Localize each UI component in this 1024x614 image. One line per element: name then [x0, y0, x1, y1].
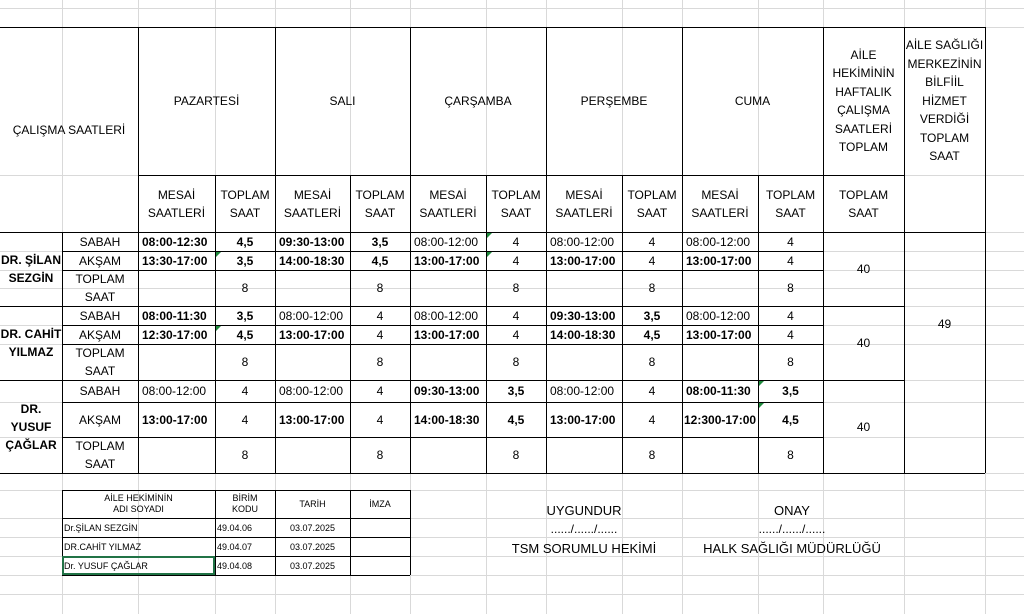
- sign-header-date[interactable]: TARİH: [299, 498, 326, 509]
- d3-total-prs[interactable]: 8: [648, 448, 656, 462]
- d3-aksam-prs-time[interactable]: 13:00-17:00: [550, 412, 616, 427]
- sign-header-imza[interactable]: İMZA: [369, 498, 391, 509]
- sign-row2-imza[interactable]: [350, 537, 410, 556]
- d2-aksam-cuma-hours[interactable]: 4: [787, 327, 794, 342]
- d3-total-cuma[interactable]: 8: [787, 448, 794, 462]
- d3-aksam-sali-hours[interactable]: 4: [376, 412, 384, 427]
- d2-aksam-cuma-time[interactable]: 13:00-17:00: [686, 327, 752, 342]
- sign-row1-imza[interactable]: [350, 518, 410, 537]
- uygundur-title[interactable]: TSM SORUMLU HEKİMİ: [511, 540, 657, 556]
- d1-aksam-crs-hours[interactable]: 4: [512, 253, 520, 268]
- sign-row3-name[interactable]: Dr. YUSUF ÇAĞLAR: [62, 556, 215, 575]
- doctor-name-2[interactable]: DR. CAHİT YILMAZ: [0, 327, 62, 359]
- d3-sabah-prs-time[interactable]: 08:00-12:00: [550, 384, 615, 398]
- doctor-name-3[interactable]: DR. YUSUF ÇAĞLAR: [5, 401, 57, 452]
- d3-sabah-cuma-hours[interactable]: 3,5: [782, 384, 799, 398]
- day-header-persembe[interactable]: PERŞEMBE: [580, 94, 648, 108]
- d3-weekly-total[interactable]: 40: [856, 419, 871, 434]
- d1-sabah-cuma-time[interactable]: 08:00-12:00: [686, 234, 751, 249]
- d2-sabah-pzt-hours[interactable]: 3,5: [236, 308, 254, 323]
- shift-label-aksam-2[interactable]: AKŞAM: [78, 327, 121, 342]
- d1-aksam-sali-time[interactable]: 14:00-18:30: [279, 253, 345, 268]
- uygundur-date[interactable]: ....../....../......: [550, 522, 618, 536]
- d1-aksam-pzt-hours[interactable]: 3,5: [236, 253, 254, 268]
- d3-aksam-crs-hours[interactable]: 4,5: [507, 412, 525, 427]
- persembe-mesai-header[interactable]: MESAİ SAATLERİ: [555, 187, 613, 220]
- d2-sabah-cuma-time[interactable]: 08:00-12:00: [686, 308, 751, 323]
- d2-sabah-crs-time[interactable]: 08:00-12:00: [414, 308, 479, 323]
- d3-aksam-cuma-hours[interactable]: 4,5: [782, 412, 799, 427]
- d3-aksam-prs-hours[interactable]: 4: [648, 412, 656, 427]
- d1-sabah-sali-time[interactable]: 09:30-13:00: [279, 234, 345, 249]
- day-header-sali[interactable]: SALI: [329, 94, 356, 108]
- d1-aksam-prs-time[interactable]: 13:00-17:00: [550, 253, 616, 268]
- d3-aksam-sali-time[interactable]: 13:00-17:00: [279, 412, 345, 427]
- shift-label-aksam-3[interactable]: AKŞAM: [78, 412, 121, 427]
- d2-aksam-pzt-hours[interactable]: 4,5: [236, 327, 254, 342]
- d2-aksam-crs-time[interactable]: 13:00-17:00: [414, 327, 480, 342]
- sign-row2-name[interactable]: DR.CAHİT YILMAZ: [64, 541, 142, 552]
- d3-total-sali[interactable]: 8: [376, 448, 384, 462]
- day-header-carsamba[interactable]: ÇARŞAMBA: [444, 94, 512, 108]
- sign-header-code[interactable]: BİRİM KODU: [231, 493, 258, 514]
- sign-row1-name[interactable]: Dr.ŞİLAN SEZGİN: [64, 522, 138, 533]
- d1-sabah-cuma-hours[interactable]: 4: [787, 234, 794, 249]
- merkez-header[interactable]: AİLE SAĞLIĞI MERKEZİNİN BİLFİİL HİZMET VERDİĞİ TOPLAM SAAT: [905, 38, 984, 164]
- calisma-saatleri-header[interactable]: ÇALIŞMA SAATLERİ: [12, 122, 126, 137]
- d1-aksam-cuma-time[interactable]: 13:00-17:00: [686, 253, 752, 268]
- d3-sabah-cuma-time[interactable]: 08:00-11:30: [686, 384, 751, 398]
- day-header-pazartesi[interactable]: PAZARTESİ: [173, 94, 240, 108]
- sign-row2-date[interactable]: 03.07.2025: [289, 541, 336, 552]
- cuma-toplam-header[interactable]: TOPLAM SAAT: [765, 187, 816, 220]
- d2-total-sali[interactable]: 8: [376, 355, 384, 369]
- d3-total-crs[interactable]: 8: [512, 448, 520, 462]
- d3-aksam-crs-time[interactable]: 14:00-18:30: [414, 412, 480, 427]
- d3-aksam-cuma-time[interactable]: 12:300-17:00: [684, 412, 757, 427]
- d3-aksam-pzt-time[interactable]: 13:00-17:00: [142, 412, 208, 427]
- d2-sabah-prs-hours[interactable]: 3,5: [643, 308, 661, 323]
- total-label-3[interactable]: TOPLAM SAAT: [75, 439, 125, 471]
- sali-mesai-header[interactable]: MESAİ SAATLERİ: [283, 187, 342, 220]
- haftalik-toplam-header[interactable]: TOPLAM SAAT: [838, 187, 889, 220]
- d3-sabah-crs-time[interactable]: 09:30-13:00: [414, 384, 480, 398]
- d2-total-crs[interactable]: 8: [512, 355, 520, 369]
- d2-sabah-crs-hours[interactable]: 4: [512, 308, 520, 323]
- d3-sabah-crs-hours[interactable]: 3,5: [507, 384, 525, 398]
- d2-aksam-crs-hours[interactable]: 4: [512, 327, 520, 342]
- d1-sabah-sali-hours[interactable]: 3,5: [371, 234, 389, 249]
- d2-aksam-prs-hours[interactable]: 4,5: [643, 327, 661, 342]
- onay-date[interactable]: ....../....../......: [758, 522, 826, 536]
- shift-label-sabah-2[interactable]: SABAH: [79, 308, 121, 323]
- d1-sabah-crs-hours[interactable]: 4: [512, 234, 520, 249]
- pazartesi-toplam-header[interactable]: TOPLAM SAAT: [220, 187, 270, 220]
- d1-aksam-sali-hours[interactable]: 4,5: [371, 253, 389, 268]
- onay-label[interactable]: ONAY: [774, 502, 810, 518]
- total-label-2[interactable]: TOPLAM SAAT: [75, 346, 125, 378]
- shift-label-aksam-1[interactable]: AKŞAM: [78, 253, 121, 268]
- d1-aksam-crs-time[interactable]: 13:00-17:00: [414, 253, 480, 268]
- persembe-toplam-header[interactable]: TOPLAM SAAT: [627, 187, 677, 220]
- total-label-1[interactable]: TOPLAM SAAT: [75, 272, 125, 304]
- uygundur-label[interactable]: UYGUNDUR: [546, 502, 622, 518]
- d2-sabah-prs-time[interactable]: 09:30-13:00: [550, 308, 616, 323]
- sign-row3-date[interactable]: 03.07.2025: [289, 560, 336, 571]
- d3-sabah-sali-hours[interactable]: 4: [376, 384, 384, 398]
- sign-row1-code[interactable]: 49.04.06: [217, 522, 253, 533]
- sign-header-name[interactable]: AİLE HEKİMİNİN ADI SOYADI: [104, 493, 173, 514]
- d3-sabah-prs-hours[interactable]: 4: [648, 384, 656, 398]
- day-header-cuma[interactable]: CUMA: [734, 94, 771, 108]
- carsamba-toplam-header[interactable]: TOPLAM SAAT: [491, 187, 541, 220]
- sign-row1-date[interactable]: 03.07.2025: [289, 522, 336, 533]
- d1-total-sali[interactable]: 8: [376, 281, 384, 295]
- sign-row3-imza[interactable]: [350, 556, 410, 575]
- d3-aksam-pzt-hours[interactable]: 4: [241, 412, 249, 427]
- d2-total-pzt[interactable]: 8: [241, 355, 249, 369]
- d1-sabah-prs-time[interactable]: 08:00-12:00: [550, 234, 615, 249]
- d2-aksam-sali-time[interactable]: 13:00-17:00: [279, 327, 345, 342]
- merkez-total[interactable]: 49: [937, 317, 952, 331]
- d1-sabah-pzt-time[interactable]: 08:00-12:30: [142, 234, 208, 249]
- d2-aksam-sali-hours[interactable]: 4: [376, 327, 384, 342]
- d2-sabah-sali-time[interactable]: 08:00-12:00: [279, 308, 344, 323]
- sign-row2-code[interactable]: 49.04.07: [217, 541, 253, 552]
- d1-aksam-pzt-time[interactable]: 13:30-17:00: [142, 253, 208, 268]
- d1-total-pzt[interactable]: 8: [241, 281, 249, 295]
- pazartesi-mesai-header[interactable]: MESAİ SAATLERİ: [147, 187, 206, 220]
- d1-sabah-pzt-hours[interactable]: 4,5: [236, 234, 254, 249]
- d1-sabah-prs-hours[interactable]: 4: [648, 234, 656, 249]
- shift-label-sabah-3[interactable]: SABAH: [79, 384, 121, 398]
- d2-aksam-pzt-time[interactable]: 12:30-17:00: [142, 327, 208, 342]
- d1-weekly-total[interactable]: 40: [856, 262, 871, 276]
- sali-toplam-header[interactable]: TOPLAM SAAT: [355, 187, 405, 220]
- d2-total-prs[interactable]: 8: [648, 355, 656, 369]
- d3-sabah-pzt-time[interactable]: 08:00-12:00: [142, 384, 207, 398]
- d1-total-cuma[interactable]: 8: [787, 281, 794, 295]
- d2-total-cuma[interactable]: 8: [787, 355, 794, 369]
- d1-aksam-prs-hours[interactable]: 4: [648, 253, 656, 268]
- carsamba-mesai-header[interactable]: MESAİ SAATLERİ: [419, 187, 477, 220]
- d1-total-crs[interactable]: 8: [512, 281, 520, 295]
- cuma-mesai-header[interactable]: MESAİ SAATLERİ: [691, 187, 749, 220]
- d2-aksam-prs-time[interactable]: 14:00-18:30: [550, 327, 616, 342]
- haftalik-header[interactable]: AİLE HEKİMİNİN HAFTALIK ÇALIŞMA SAATLERİ TOPLAM: [832, 47, 895, 154]
- d2-weekly-total[interactable]: 40: [856, 336, 871, 350]
- d1-aksam-cuma-hours[interactable]: 4: [787, 253, 794, 268]
- d3-sabah-pzt-hours[interactable]: 4: [241, 384, 249, 398]
- d2-sabah-pzt-time[interactable]: 08:00-11:30: [142, 308, 207, 323]
- d3-total-pzt[interactable]: 8: [241, 448, 249, 462]
- shift-label-sabah-1[interactable]: SABAH: [79, 234, 121, 249]
- d1-total-prs[interactable]: 8: [648, 281, 656, 295]
- onay-title[interactable]: HALK SAĞLIĞI MÜDÜRLÜĞÜ: [703, 540, 881, 556]
- doctor-name-1[interactable]: DR. ŞİLAN SEZGİN: [1, 253, 61, 285]
- d2-sabah-sali-hours[interactable]: 4: [376, 308, 384, 323]
- sign-row3-code[interactable]: 49.04.08: [217, 560, 253, 571]
- d2-sabah-cuma-hours[interactable]: 4: [787, 308, 794, 323]
- d1-sabah-crs-time[interactable]: 08:00-12:00: [414, 234, 479, 249]
- d3-sabah-sali-time[interactable]: 08:00-12:00: [279, 384, 344, 398]
